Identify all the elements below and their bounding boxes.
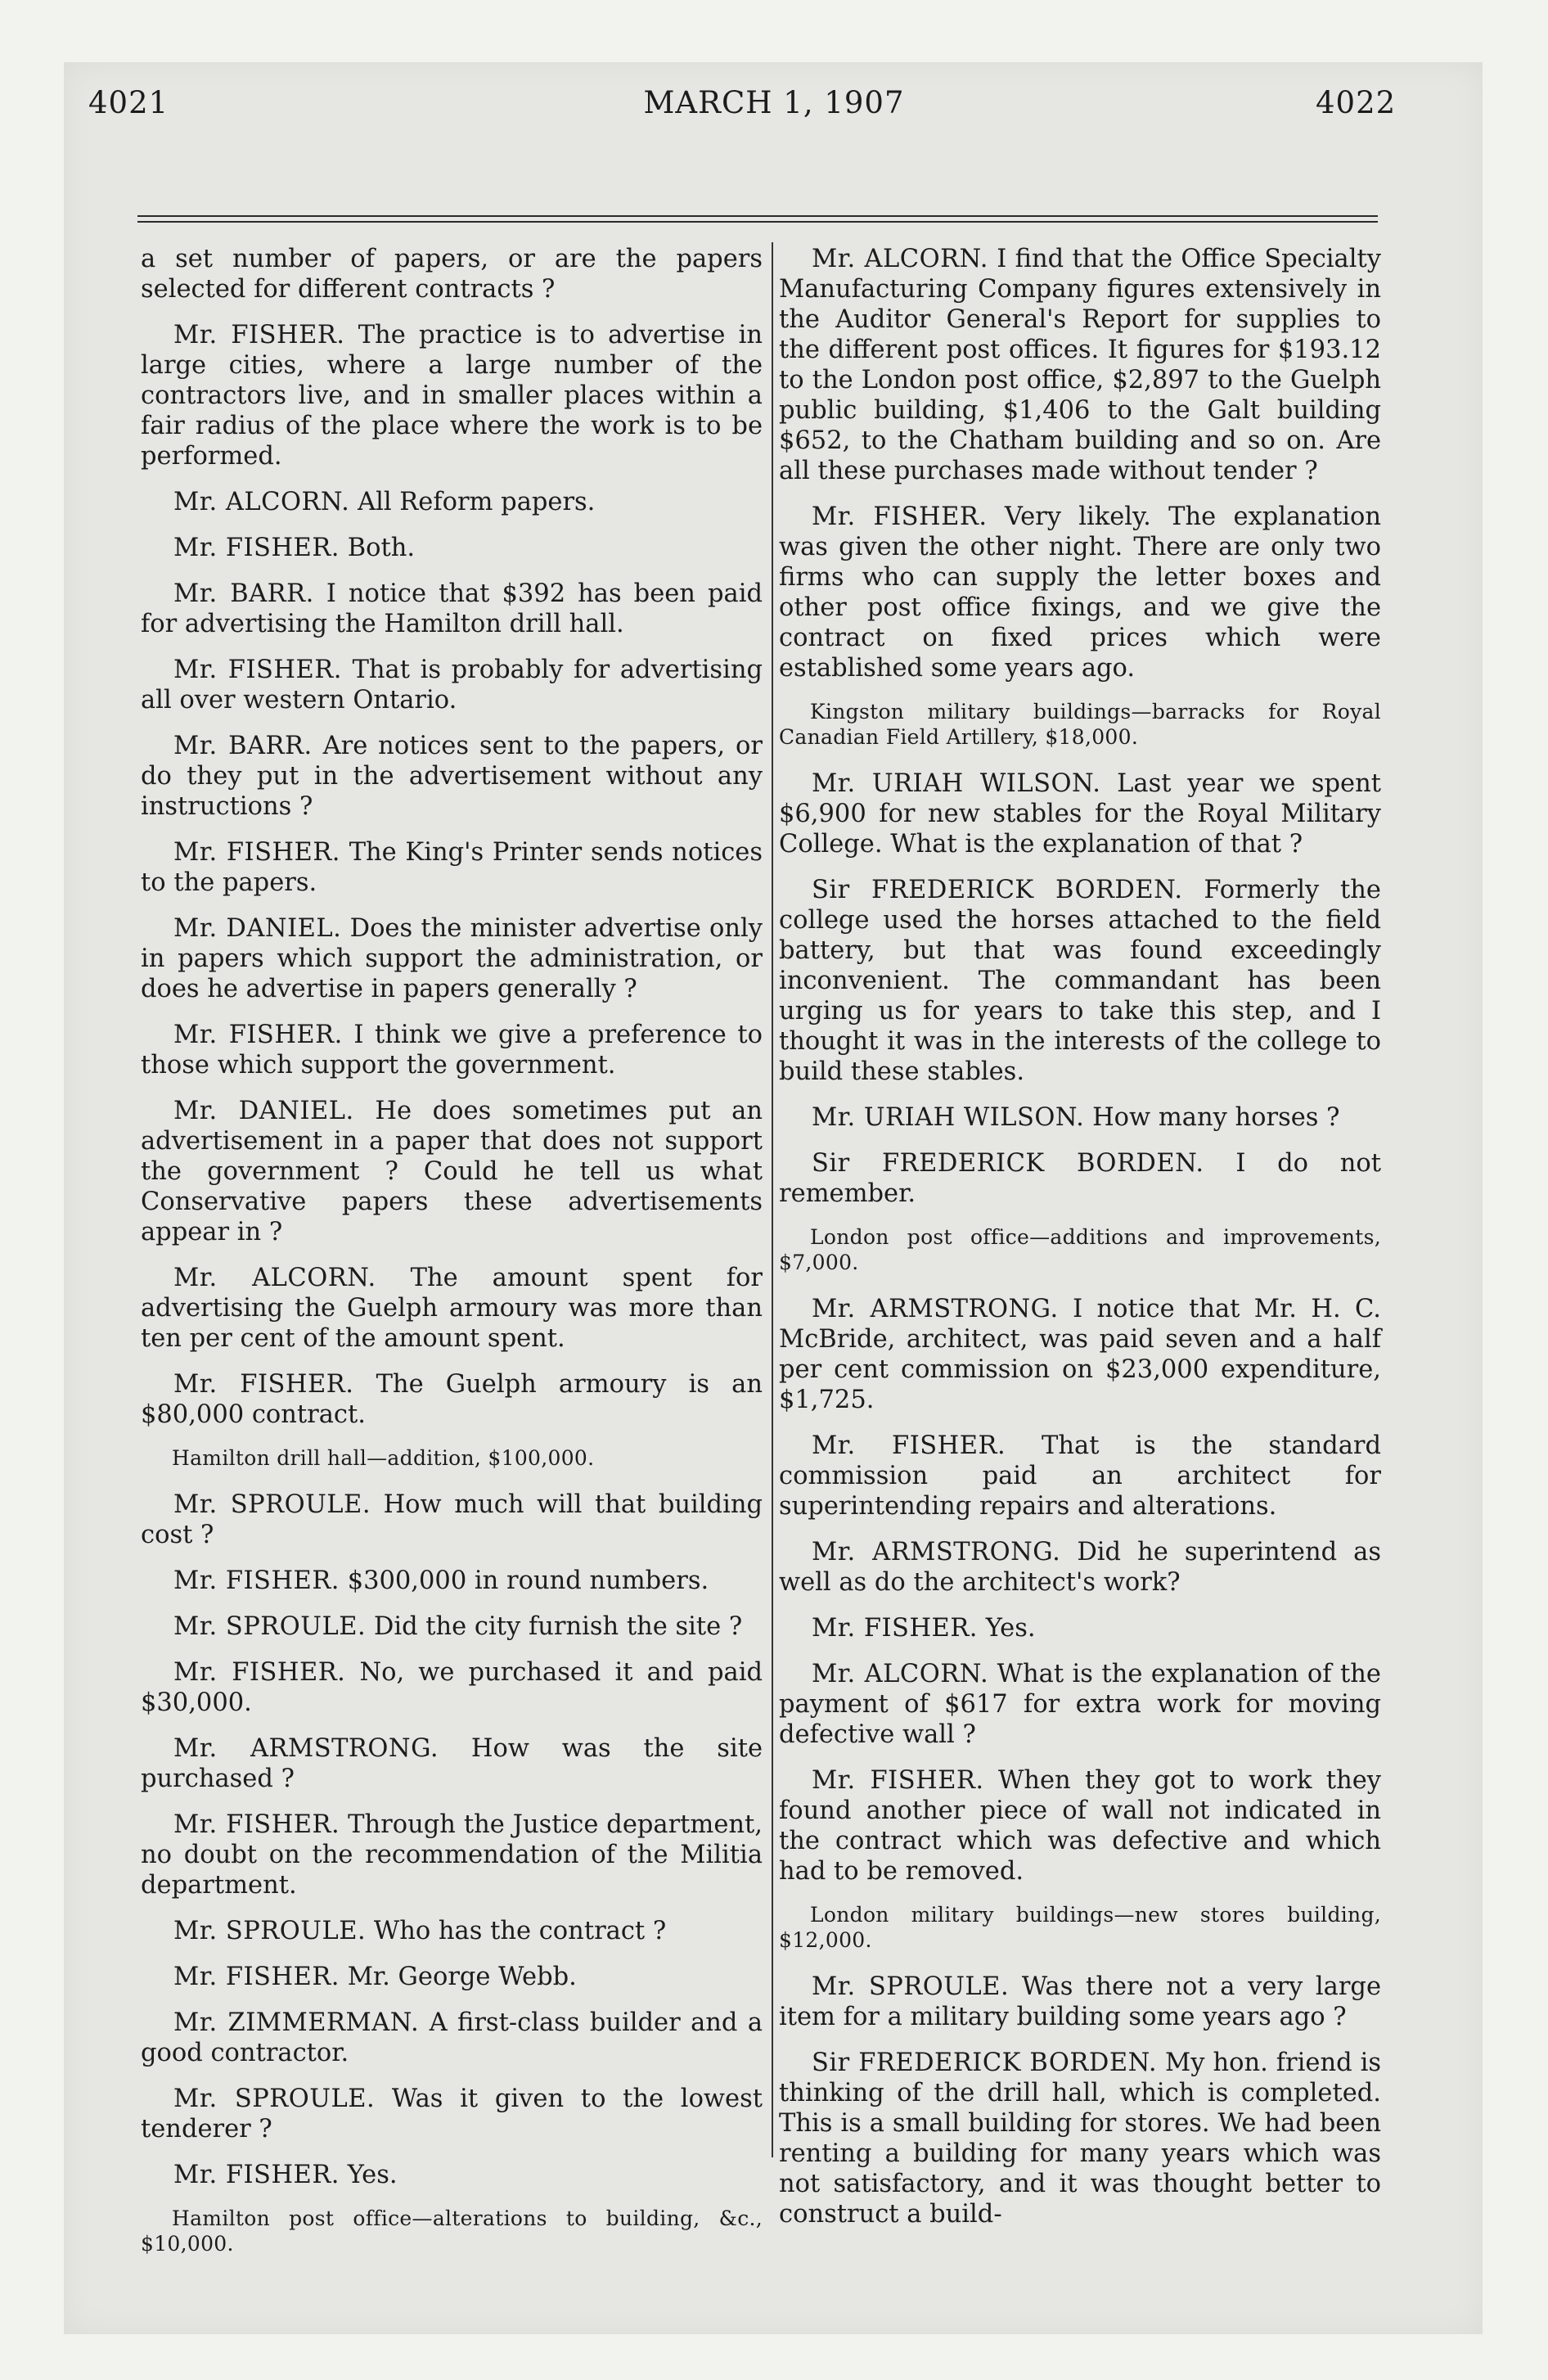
estimate-item: London post office—additions and improvements, $7,000. (779, 1225, 1381, 1274)
speech-paragraph (141, 1611, 763, 1642)
speech-text: Mr. George Webb. (347, 1963, 577, 1991)
speech-text: Was there not a very large item for a military building some years ago ? (779, 1972, 1382, 2031)
speech-text: When they got to work they found another piece of wall not indicated in the contract which was defective and which had to be removed. (779, 1766, 1381, 1886)
speaker-name: Mr. SPROULE. (173, 1917, 367, 1945)
speech-paragraph (141, 731, 763, 822)
speaker-name: Mr. FISHER. (173, 321, 345, 349)
speech-text: Formerly the college used the horses attached to the field battery, but that was found exceedingly inconvenient. The commandant has been urging us for years to take this step, and I thought it was in the interests of the college to build these stables. (779, 876, 1381, 1086)
speaker-name: Mr. FISHER. (173, 1963, 340, 1991)
speech-text: Does the minister advertise only in papers which support the administration, or does he advertise in papers generally ? (141, 914, 763, 1003)
speech-paragraph (141, 579, 763, 639)
speech-paragraph (779, 1431, 1381, 1521)
speech-paragraph (141, 1962, 763, 1992)
header-rule-double (137, 221, 1378, 223)
speech-paragraph (779, 1972, 1381, 2032)
speech-text: What is the explanation of the payment of $617 for extra work for moving defective wall ? (779, 1660, 1381, 1749)
speaker-name: Sir FREDERICK BORDEN. (812, 2049, 1158, 2077)
speaker-name: Sir FREDERICK BORDEN. (812, 876, 1183, 904)
speech-text: No, we purchased it and paid $30,000. (141, 1658, 763, 1717)
header-rule (137, 215, 1378, 217)
speech-text: Yes. (985, 1614, 1036, 1643)
speaker-name: Mr. URIAH WILSON. (812, 769, 1101, 798)
speaker-name: Mr. FISHER. (173, 838, 340, 867)
speech-paragraph (141, 320, 763, 471)
speech-text: All Reform papers. (358, 488, 596, 516)
running-head-date: MARCH 1, 1907 (643, 85, 905, 120)
speech-text: Did the city furnish the site ? (373, 1612, 743, 1641)
estimate-item: Hamilton drill hall—addition, $100,000. (172, 1446, 595, 1470)
speech-text: Was it given to the lowest tenderer ? (141, 2085, 763, 2143)
speech-text: Through the Justice department, no doubt on the recommendation of the Militia department. (141, 1810, 763, 1900)
speech-paragraph (141, 2008, 763, 2068)
speaker-name: Mr. FISHER. (173, 2161, 340, 2189)
speech-paragraph (779, 1537, 1381, 1598)
speech-paragraph (141, 1733, 763, 1794)
speaker-name: Mr. ALCORN. (173, 488, 350, 516)
speaker-name: Mr. URIAH WILSON. (812, 1103, 1085, 1132)
speech-paragraph (141, 533, 763, 563)
speaker-name: Mr. SPROULE. (812, 1972, 1010, 2001)
speech-text: Very likely. The explanation was given the other night. There are only two firms who can supply the letter boxes and other post office fixings, and we give the contract on fixed prices which were established some years ago. (779, 503, 1382, 683)
speech-text: My hon. friend is thinking of the drill hall, which is completed. This is a small building for stores. We had been renting a building for many years which was not satisfactory, and it was thought better to construct a build- (779, 2049, 1381, 2229)
speech-text: How many horses ? (1092, 1103, 1340, 1132)
speech-paragraph (779, 1765, 1381, 1886)
speaker-name: Mr. ALCORN. (812, 1660, 989, 1688)
speech-paragraph (779, 502, 1381, 683)
speech-paragraph (141, 1916, 763, 1946)
speech-paragraph (141, 655, 763, 715)
continued-paragraph (141, 244, 763, 304)
speaker-name: Mr. DANIEL. (173, 1097, 354, 1125)
speech-paragraph (779, 769, 1381, 859)
speaker-name: Mr. FISHER. (173, 1810, 340, 1839)
speaker-name: Mr. FISHER. (173, 1658, 346, 1687)
speaker-name: Mr. SPROULE. (173, 2085, 376, 2113)
speaker-name: Mr. DANIEL. (173, 914, 342, 943)
speech-text: Both. (347, 534, 416, 562)
speech-paragraph (779, 2048, 1381, 2229)
speaker-name: Mr. ZIMMERMAN. (173, 2008, 420, 2037)
speech-paragraph (141, 1566, 763, 1596)
speech-paragraph (779, 1294, 1381, 1415)
speaker-name: Mr. BARR. (173, 579, 314, 608)
speech-paragraph (779, 875, 1381, 1087)
speech-paragraph (141, 2084, 763, 2144)
speaker-name: Mr. ARMSTRONG. (812, 1538, 1061, 1566)
speaker-name: Mr. ALCORN. (173, 1264, 376, 1292)
right-column (779, 244, 1381, 2245)
page-number-left: 4021 (88, 85, 169, 120)
speech-paragraph (779, 1102, 1381, 1133)
estimate-item: Hamilton post office—alterations to building, &c., $10,000. (141, 2206, 763, 2256)
speaker-name: Mr. ARMSTRONG. (173, 1734, 439, 1763)
page-number-right: 4022 (1316, 85, 1397, 120)
speech-text: The King's Printer sends notices to the papers. (141, 838, 763, 897)
speech-text: That is the standard commission paid an architect for superintending repairs and alterations. (779, 1431, 1381, 1521)
speaker-name: Mr. ARMSTRONG. (812, 1295, 1059, 1323)
speaker-name: Mr. SPROULE. (173, 1490, 371, 1519)
speech-text: The practice is to advertise in large cities, where a large number of the contractors live, and in smaller places within a fair radius of the place where the work is to be performed. (141, 321, 763, 471)
speaker-name: Mr. FISHER. (173, 1021, 343, 1049)
speech-text: I do not remember. (779, 1149, 1381, 1208)
speaker-name: Mr. FISHER. (812, 503, 988, 531)
speech-text: He does sometimes put an advertisement in a paper that does not support the government ? Could he tell us what Conservative papers these advertisements appear in ? (141, 1097, 763, 1246)
speaker-name: Mr. FISHER. (812, 1431, 1006, 1460)
speaker-name: Mr. FISHER. (173, 1566, 340, 1595)
speech-text: Are notices sent to the papers, or do they put in the advertisement without any instructions ? (141, 732, 763, 821)
speech-paragraph (141, 1490, 763, 1550)
speech-paragraph (141, 837, 763, 898)
speech-text: A first-class builder and a good contractor. (141, 2008, 763, 2067)
speech-text: Did he superintend as well as do the architect's work? (779, 1538, 1382, 1597)
speech-paragraph (779, 244, 1381, 486)
speech-text: That is probably for advertising all over western Ontario. (141, 656, 763, 714)
speech-text: I think we give a preference to those which support the government. (141, 1021, 763, 1080)
speech-text: How much will that building cost ? (141, 1490, 763, 1549)
column-divider (772, 242, 773, 2157)
speech-text: The amount spent for advertising the Guelph armoury was more than ten per cent of the amount spent. (141, 1264, 763, 1353)
speaker-name: Mr. FISHER. (812, 1766, 984, 1795)
speaker-name: Mr. ALCORN. (812, 245, 988, 273)
speech-paragraph (779, 1613, 1381, 1643)
speech-text: Yes. (347, 2161, 398, 2189)
speech-paragraph (779, 1659, 1381, 1750)
speech-paragraph (141, 1810, 763, 1900)
speech-paragraph (141, 1096, 763, 1247)
speech-paragraph (141, 1369, 763, 1430)
estimate-item: London military buildings—new stores building, $12,000. (779, 1903, 1381, 1952)
speaker-name: Mr. FISHER. (812, 1614, 978, 1643)
speaker-name: Mr. FISHER. (173, 534, 340, 562)
speech-paragraph (779, 1148, 1381, 1209)
speaker-name: Mr. SPROULE. (173, 1612, 367, 1641)
speech-paragraph (141, 913, 763, 1004)
speech-text: I notice that $392 has been paid for advertising the Hamilton drill hall. (141, 579, 763, 638)
speech-text: a set number of papers, or are the papers selected for different contracts ? (141, 245, 763, 304)
speech-paragraph (141, 487, 763, 517)
speaker-name: Mr. BARR. (173, 732, 313, 760)
speech-paragraph (141, 1020, 763, 1080)
speaker-name: Mr. FISHER. (173, 656, 342, 684)
speech-text: Last year we spent $6,900 for new stables for the Royal Military College. What is the explanation of that ? (779, 769, 1381, 859)
speech-text: The Guelph armoury is an $80,000 contract. (141, 1370, 763, 1429)
speech-paragraph (141, 2160, 763, 2190)
speaker-name: Mr. FISHER. (173, 1370, 354, 1399)
estimate-item: Kingston military buildings—barracks for Royal Canadian Field Artillery, $18,000. (779, 700, 1381, 749)
speech-paragraph (141, 1263, 763, 1354)
speaker-name: Sir FREDERICK BORDEN. (812, 1149, 1204, 1178)
speech-text: Who has the contract ? (373, 1917, 667, 1945)
speech-text: I find that the Office Specialty Manufacturing Company figures extensively in the Auditor General's Report for supplies to the different post offices. It figures for $193.12 to the London post office, $2,897 to the Guelph public building, $1,406 to the Galt building $652, to the Chatham building and so on. Are all these purchases made without tender ? (779, 245, 1381, 485)
left-column (141, 244, 763, 2275)
speech-text: I notice that Mr. H. C. McBride, architect, was paid seven and a half per cent commission on $23,000 expenditure, $1,725. (779, 1295, 1382, 1414)
speech-paragraph (141, 1657, 763, 1718)
speech-text: $300,000 in round numbers. (347, 1566, 709, 1595)
speech-text: How was the site purchased ? (141, 1734, 763, 1793)
